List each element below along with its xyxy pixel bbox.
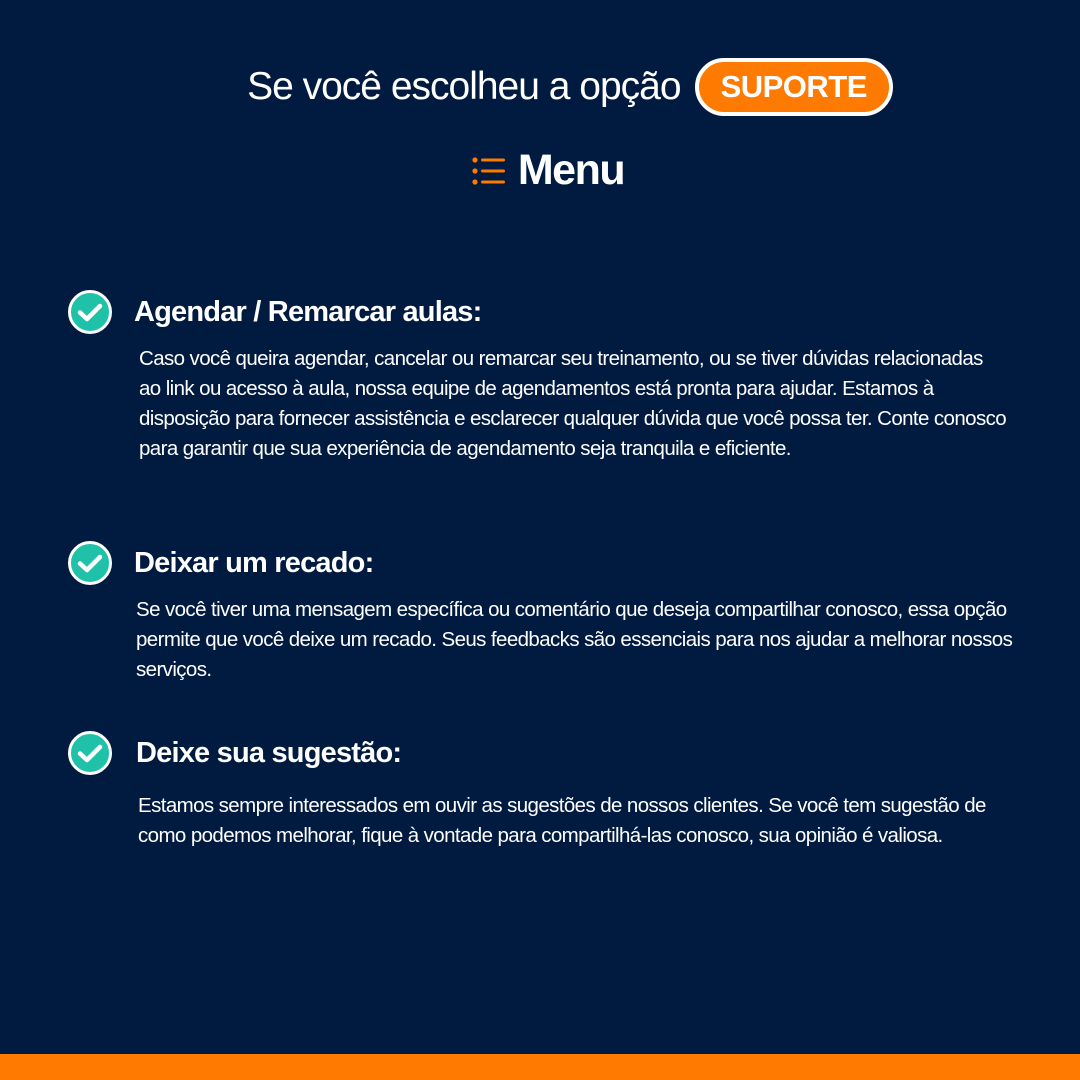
check-circle-icon (68, 731, 112, 775)
section-title: Deixar um recado: (134, 546, 374, 579)
bottom-accent-bar (0, 1054, 1080, 1080)
section-body: Estamos sempre interessados em ouvir as sugestões de nossos clientes. Se você tem sugestão de como podemos melhorar, fique à vontade para compartilhá-las conosco, sua opinião é valiosa. (138, 794, 986, 847)
section-recado (68, 541, 1028, 685)
section-head (68, 731, 1028, 775)
section-title: Agendar / Remarcar aulas: (134, 295, 482, 328)
section-agendar (68, 290, 1028, 464)
list-icon (472, 156, 506, 186)
check-circle-icon (68, 290, 112, 334)
section-body: Se você tiver uma mensagem específica ou comentário que deseja compartilhar conosco, essa opção permite que você deixe um recado. Seus feedbacks são essenciais para nos ajudar a melhorar nossos serviços. (136, 598, 1013, 681)
section-head (68, 290, 1028, 334)
menu-heading (0, 146, 1080, 195)
suporte-badge: SUPORTE (695, 58, 893, 116)
check-circle-icon (68, 541, 112, 585)
header (0, 58, 1080, 116)
menu-title: Menu (517, 146, 625, 194)
section-title: Deixe sua sugestão: (136, 736, 402, 769)
section-sugestao (68, 731, 1028, 851)
section-head (68, 541, 1028, 585)
header-text: Se você escolheu a opção (247, 65, 681, 108)
section-body: Caso você queira agendar, cancelar ou remarcar seu treinamento, ou se tiver dúvidas relacionadas ao link ou acesso à aula, nossa equipe de agendamentos está pronta para ajudar. Estamos à disposição para fornecer assistência e esclarecer qualquer dúvida que você possa ter. Conte conosco para garantir que sua experiência de agendamento seja tranquila e eficiente. (139, 347, 1007, 460)
